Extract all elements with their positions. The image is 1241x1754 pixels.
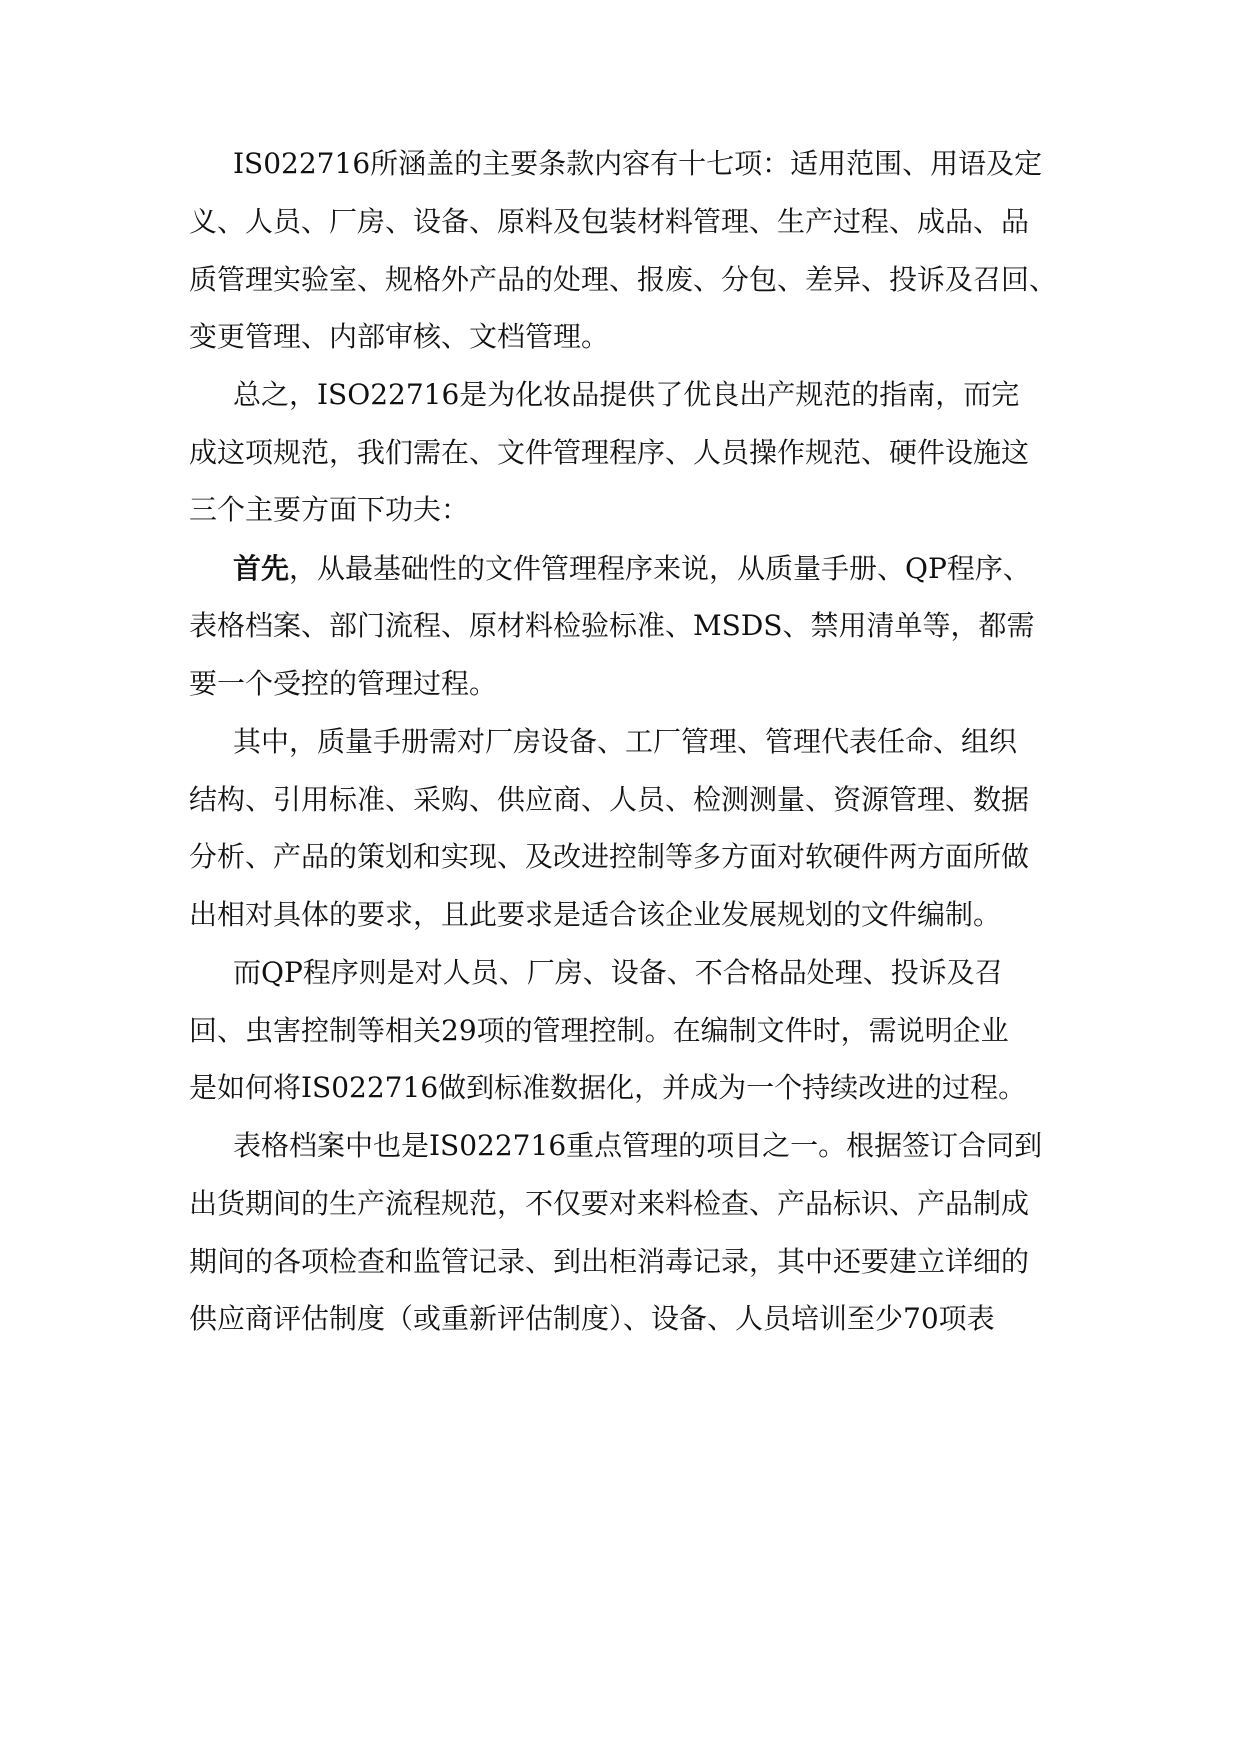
paragraph-2-line-3: 三个主要方面下功夫：	[189, 493, 470, 526]
paragraph-4-line-1: 其中，质量手册需对厂房设备、工厂管理、管理代表任命、组织	[233, 725, 1018, 758]
paragraph-3-lead: 首先	[233, 552, 290, 585]
paragraph-1-line-3: 质管理实验室、规格外产品的处理、报废、分包、差异、投诉及召回、	[189, 263, 1058, 296]
paragraph-4-line-3: 分析、产品的策划和实现、及改进控制等多方面对软硬件两方面所做	[189, 840, 1030, 873]
paragraph-1-line-4: 变更管理、内部审核、文档管理。	[189, 320, 610, 353]
paragraph-3-line-2: 表格档案、部门流程、原材料检验标准、MSDS、禁用清单等，都需	[189, 609, 1035, 642]
paragraph-4-line-4: 出相对具体的要求，且此要求是适合该企业发展规划的文件编制。	[189, 898, 1002, 931]
paragraph-3-line-3: 要一个受控的管理过程。	[189, 667, 498, 700]
paragraph-5-line-3: 是如何将IS022716做到标准数据化，并成为一个持续改进的过程。	[189, 1071, 1027, 1104]
paragraph-5-line-1: 而QP程序则是对人员、厂房、设备、不合格品处理、投诉及召	[233, 956, 1003, 989]
paragraph-2-line-1: 总之，ISO22716是为化妆品提供了优良出产规范的指南，而完	[233, 378, 1020, 411]
paragraph-4-line-2: 结构、引用标准、采购、供应商、人员、检测测量、资源管理、数据	[189, 783, 1030, 816]
paragraph-6-line-2: 出货期间的生产流程规范，不仅要对来料检查、产品标识、产品制成	[189, 1187, 1030, 1220]
paragraph-5-line-2: 回、虫害控制等相关29项的管理控制。在编制文件时，需说明企业	[189, 1014, 1009, 1047]
paragraph-1-line-2: 义、人员、厂房、设备、原料及包装材料管理、生产过程、成品、品	[189, 205, 1030, 238]
paragraph-3-line-1	[233, 546, 1069, 592]
paragraph-6-line-1: 表格档案中也是IS022716重点管理的项目之一。根据签订合同到	[233, 1129, 1043, 1162]
paragraph-1-line-1: IS022716所涵盖的主要条款内容有十七项：适用范围、用语及定	[233, 147, 1043, 180]
paragraph-2-line-2: 成这项规范，我们需在、文件管理程序、人员操作规范、硬件设施这	[189, 436, 1030, 469]
paragraph-6-line-4: 供应商评估制度（或重新评估制度）、设备、人员培训至少70项表	[189, 1302, 995, 1335]
paragraph-6-line-3: 期间的各项检查和监管记录、到出柜消毒记录，其中还要建立详细的	[189, 1245, 1030, 1278]
paragraph-3-line-1-text: ，从最基础性的文件管理程序来说，从质量手册、QP程序、	[289, 552, 1031, 585]
